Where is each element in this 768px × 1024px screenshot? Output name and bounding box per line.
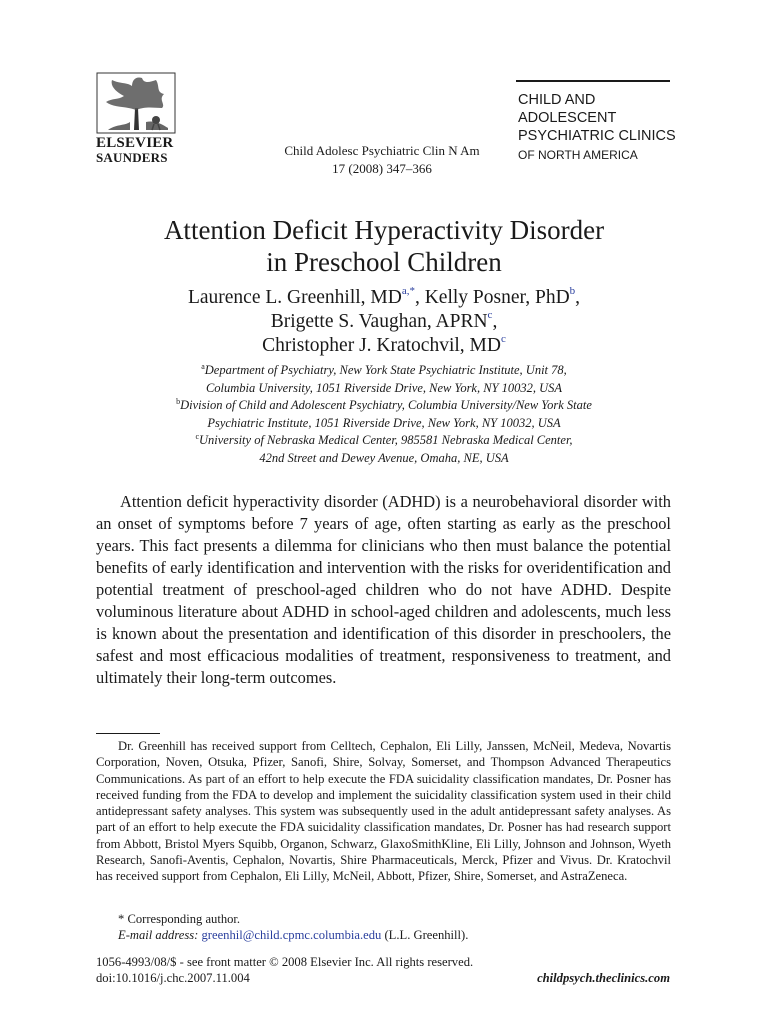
journal-name-line: CHILD AND — [518, 92, 596, 108]
affiliation-marker: a — [201, 362, 205, 371]
issn-copyright: 1056-4993/08/$ - see front matter © 2008 Elsevier Inc. All rights reserved. — [96, 955, 474, 969]
journal-citation — [262, 142, 502, 178]
affiliation-text: Department of Psychiatry, New York State Psychiatric Institute, Unit 78, — [204, 363, 567, 377]
publisher-imprint: SAUNDERS — [96, 150, 168, 165]
journal-name-line: PSYCHIATRIC CLINICS — [518, 128, 676, 144]
email-suffix: (L.L. Greenhill). — [381, 928, 469, 942]
affiliation-text: Psychiatric Institute, 1051 Riverside Drive, New York, NY 10032, USA — [207, 415, 561, 430]
author-affiliation-marker[interactable]: b — [569, 285, 576, 297]
author-name: Kelly Posner, PhD — [424, 287, 570, 308]
affiliation-line — [60, 450, 708, 468]
affiliation-text: University of Nebraska Medical Center, 985581 Nebraska Medical Center, — [199, 433, 573, 447]
author-name: Laurence L. Greenhill, MD — [187, 287, 402, 308]
author-list: Laurence L. Greenhill, $MD^{a,*}$, Kelly Posner, PhD$^b$, Brigette S. Vaughan, APRN$^c$, Christopher J. Kratochvil, $MD^c$ — [187, 285, 581, 356]
footnote-rule — [96, 733, 160, 734]
publisher-name: ELSEVIER — [96, 135, 174, 151]
abstract-paragraph: Attention deficit hyperactivity disorder (ADHD) is a neurobehavioral disorder with an onset of symptoms before 7 years of age, often starting as early as the preschool years. This fact presents a dilemma for clinicians who then must balance the potential benefits of early identification and intervention with the risks for overidentification and potential treatment of preschool-aged children who do not have ADHD. Despite voluminous literature about ADHD in school-aged children and adolescents, much less is known about the presentation and identification of this disorder in preschoolers, the safest and most efficacious modalities of treatment, responsiveness to treatment, and ultimately their long-term outcomes. — [96, 492, 671, 687]
article-title — [60, 214, 708, 278]
affiliation-marker: b — [176, 397, 181, 406]
affiliation-text: Columbia University, 1051 Riverside Drive, New York, NY 10032, USA — [205, 380, 563, 395]
corresponding-author-note: * Corresponding author. — [118, 912, 241, 926]
title-line: Attention Deficit Hyperactivity Disorder — [163, 215, 605, 245]
doi: doi:10.1016/j.chc.2007.11.004 — [96, 971, 250, 985]
affiliation-text: 42nd Street and Dewey Avenue, Omaha, NE, USA — [259, 450, 509, 465]
journal-name-line: ADOLESCENT — [518, 110, 617, 126]
author-affiliation-marker[interactable]: c — [500, 333, 506, 345]
citation-line: Child Adolesc Psychiatric Clin N Am — [284, 143, 480, 158]
email-link[interactable]: greenhil@child.cpmc.columbia.edu — [201, 928, 382, 942]
email-line — [118, 927, 468, 943]
affiliation-line — [60, 380, 708, 398]
affiliation-line — [60, 432, 708, 450]
affiliation-marker: c — [195, 432, 199, 441]
author-affiliation-marker[interactable]: a,* — [401, 285, 415, 297]
email-label: E-mail address: — [118, 928, 199, 942]
author-name: Christopher J. Kratochvil, MD — [262, 335, 501, 356]
journal-website: childpsych.theclinics.com — [537, 971, 670, 985]
journal-name — [518, 91, 678, 165]
affiliation-text: Division of Child and Adolescent Psychiatry, Columbia University/New York State — [180, 398, 592, 412]
affiliation-line — [60, 415, 708, 433]
author-name: Brigette S. Vaughan, APRN — [270, 311, 488, 332]
journal-title-rule — [516, 80, 670, 82]
affiliation-line — [60, 362, 708, 380]
author-affiliation-marker[interactable]: c — [487, 309, 493, 321]
journal-name-line: OF NORTH AMERICA — [518, 148, 638, 162]
citation-line: 17 (2008) 347–366 — [332, 161, 432, 176]
title-line: in Preschool Children — [266, 247, 502, 277]
affiliation-list — [60, 362, 708, 467]
disclosure-footnote: Dr. Greenhill has received support from Celltech, Cephalon, Eli Lilly, Janssen, McNeil, Medeva, Novartis Corporation, Noven, Otsuka, Pfizer, Sanofi, Shire, Solvay, Somerset, and Thompson Advanced Therapeutics Communications. As part of an effort to help execute the FDA suicidality classification mandates, Dr. Posner has received funding from the FDA to develop and implement the suicidality classification system used in their child antidepressant safety analyses. This system was subsequently used in the adult antidepressant safety analyses. As part of an effort to help execute the FDA suicidality classification mandates, Dr. Posner has had research support from Abbott, Bristol Myers Squibb, Organon, Schwarz, GlaxoSmithKline, Eli Lilly, Johnson and Johnson, Wyeth Research, Sanofi-Aventis, Cephalon, Novartis, Shire Pharmaceuticals, Merck, Pfizer and Vivus. Dr. Kratochvil has received support from Cephalon, Eli Lilly, McNeil, Abbott, Pfizer, Shire, Somerset, and AstraZeneca. — [96, 739, 671, 884]
affiliation-line — [60, 397, 708, 415]
